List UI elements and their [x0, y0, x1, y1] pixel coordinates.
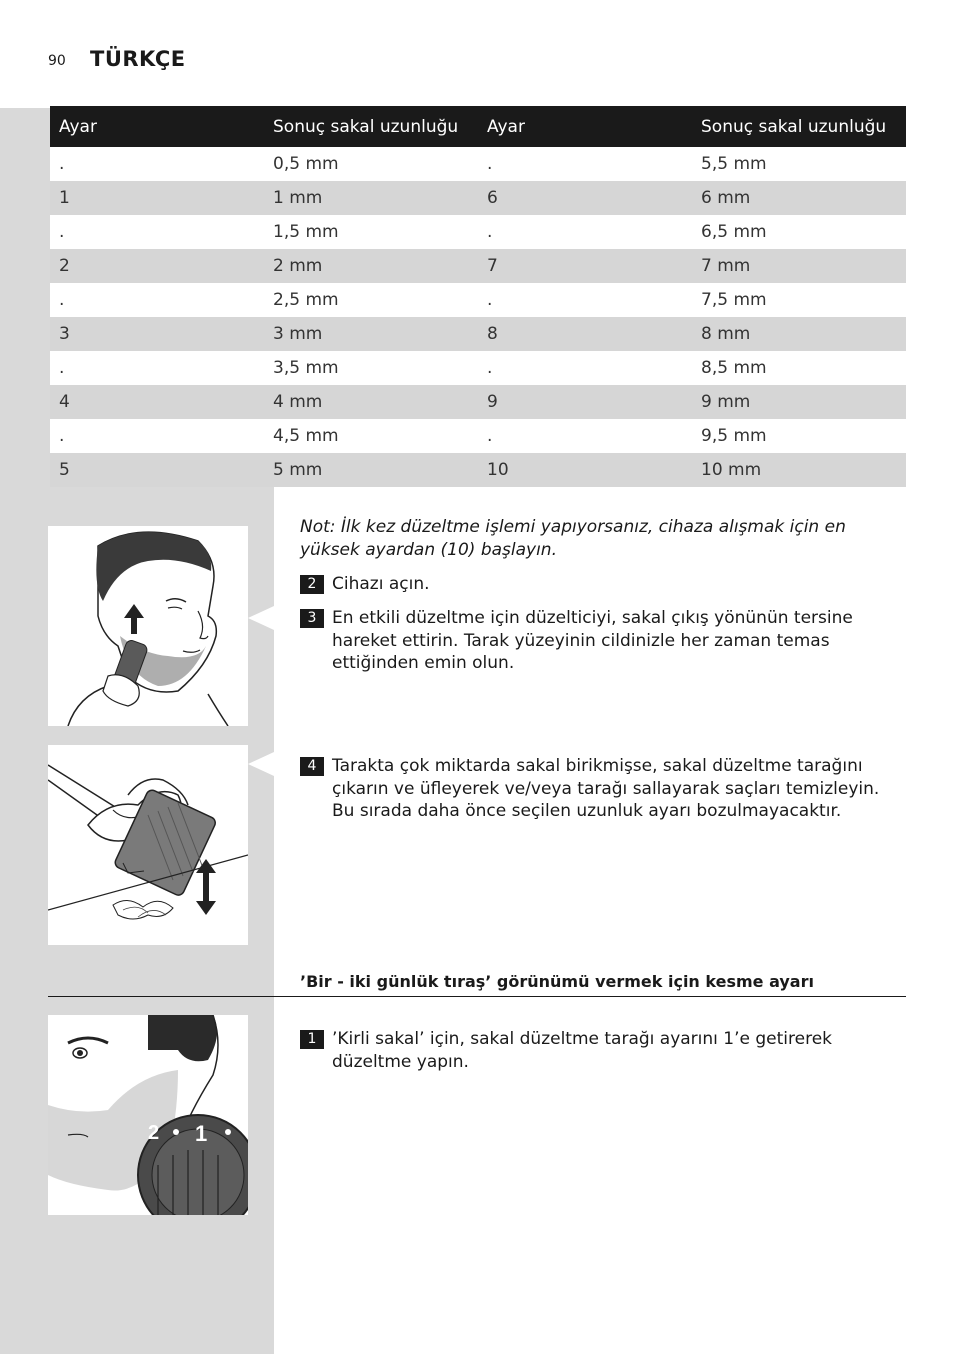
- step-1-stubble: [300, 1028, 906, 1073]
- col-header-setting: Ayar: [478, 106, 692, 147]
- table-cell: 6,5 mm: [692, 215, 906, 249]
- table-cell: 2: [50, 249, 264, 283]
- table-cell: 1: [50, 181, 264, 215]
- col-header-length: Sonuç sakal uzunluğu: [692, 106, 906, 147]
- table-row: [50, 215, 906, 249]
- table-cell: 1 mm: [264, 181, 478, 215]
- table-cell: .: [50, 215, 264, 249]
- table-cell: 4: [50, 385, 264, 419]
- table-cell: 6 mm: [692, 181, 906, 215]
- table-cell: .: [50, 419, 264, 453]
- table-cell: 5: [50, 453, 264, 487]
- table-cell: 8: [478, 317, 692, 351]
- illustration-cleaning-comb: [48, 745, 248, 945]
- trimming-beard-drawing: [48, 526, 248, 726]
- table-cell: 10: [478, 453, 692, 487]
- table-row: [50, 147, 906, 181]
- step-number: 4: [300, 757, 324, 776]
- step-number: 3: [300, 609, 324, 628]
- table-cell: 7 mm: [692, 249, 906, 283]
- table-cell: 3 mm: [264, 317, 478, 351]
- step-3: [300, 607, 906, 675]
- step-number: 1: [300, 1030, 324, 1049]
- section-divider: [48, 996, 906, 997]
- table-cell: 7: [478, 249, 692, 283]
- table-cell: .: [478, 215, 692, 249]
- table-row: [50, 419, 906, 453]
- table-cell: .: [478, 419, 692, 453]
- table-cell: .: [478, 351, 692, 385]
- step-text: Tarakta çok miktarda sakal birikmişse, sakal düzeltme tarağını çıkarın ve üfleyerek ve/veya tarağı sallayarak saçları temizleyin. Bu sırada daha önce seçilen uzunluk ayarı bozulmayacaktır.: [332, 756, 880, 821]
- table-cell: 7,5 mm: [692, 283, 906, 317]
- dial-label-partial: 2: [148, 1122, 160, 1144]
- table-cell: .: [50, 351, 264, 385]
- table-cell: 3: [50, 317, 264, 351]
- table-cell: 0,5 mm: [264, 147, 478, 181]
- step-text: Cihazı açın.: [332, 574, 430, 594]
- illustration-pointer: [248, 752, 274, 776]
- table-row: [50, 453, 906, 487]
- section-heading: ’Bir - iki günlük tıraş’ görünümü vermek için kesme ayarı: [300, 972, 814, 991]
- table-cell: 5 mm: [264, 453, 478, 487]
- cleaning-comb-drawing: [48, 745, 248, 945]
- table-cell: 3,5 mm: [264, 351, 478, 385]
- table-cell: 4 mm: [264, 385, 478, 419]
- table-cell: 10 mm: [692, 453, 906, 487]
- table-cell: .: [50, 283, 264, 317]
- table-cell: 6: [478, 181, 692, 215]
- table-cell: .: [478, 147, 692, 181]
- settings-table: [50, 106, 906, 487]
- table-header-row: [50, 106, 906, 147]
- table-cell: 8,5 mm: [692, 351, 906, 385]
- table-row: [50, 249, 906, 283]
- table-row: [50, 317, 906, 351]
- table-cell: 8 mm: [692, 317, 906, 351]
- table-cell: 2 mm: [264, 249, 478, 283]
- table-cell: 1,5 mm: [264, 215, 478, 249]
- table-cell: 9: [478, 385, 692, 419]
- step-number: 2: [300, 575, 324, 594]
- step-text: ’Kirli sakal’ için, sakal düzeltme tarağı ayarını 1’e getirerek düzeltme yapın.: [332, 1029, 833, 1072]
- table-cell: 9 mm: [692, 385, 906, 419]
- table-row: [50, 351, 906, 385]
- table-row: [50, 181, 906, 215]
- step-4: [300, 755, 906, 823]
- note-text: Not: İlk kez düzeltme işlemi yapıyorsanız, cihaza alışmak için en yüksek ayardan (10) başlayın.: [300, 517, 846, 560]
- page-number: 90: [48, 53, 66, 69]
- table-cell: 2,5 mm: [264, 283, 478, 317]
- table-cell: 9,5 mm: [692, 419, 906, 453]
- illustration-pointer: [248, 606, 274, 630]
- col-header-length: Sonuç sakal uzunluğu: [264, 106, 478, 147]
- illustration-trimming-beard: [48, 526, 248, 726]
- col-header-setting: Ayar: [50, 106, 264, 147]
- table-cell: .: [478, 283, 692, 317]
- step-2: [300, 573, 906, 596]
- step-text: En etkili düzeltme için düzelticiyi, sakal çıkış yönünün tersine hareket ettirin. Tarak yüzeyinin cildinizle her zaman temas ettiğinden emin olun.: [332, 608, 853, 673]
- page-language-title: TÜRKÇE: [90, 47, 186, 71]
- dial-setting-drawing: [48, 1015, 248, 1215]
- table-cell: 5,5 mm: [692, 147, 906, 181]
- table-cell: 4,5 mm: [264, 419, 478, 453]
- dial-label: 1: [195, 1121, 208, 1146]
- table-row: [50, 283, 906, 317]
- illustration-dial-setting: [48, 1015, 248, 1215]
- table-row: [50, 385, 906, 419]
- table-cell: .: [50, 147, 264, 181]
